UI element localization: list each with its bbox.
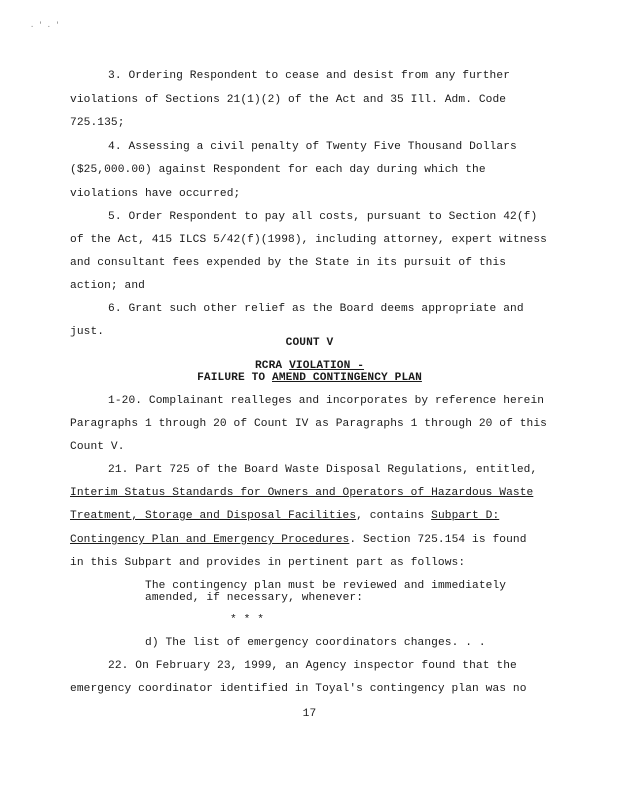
- quote-line-2: amended, if necessary, whenever:: [145, 592, 364, 604]
- subpart-d-title: Subpart D:: [431, 510, 500, 522]
- para-1-20-line-1: 1-20. Complainant realleges and incorporates by reference herein: [108, 395, 545, 407]
- para-1-20-line-3: Count V.: [70, 441, 125, 453]
- subheading-failure: FAILURE TO: [197, 372, 273, 384]
- para-4-line-2: ($25,000.00) against Respondent for each day during which the: [70, 164, 486, 176]
- subheading-prefix: RCRA: [254, 360, 290, 372]
- contains-text: , contains: [356, 510, 432, 522]
- corner-mark: . ' . ': [30, 22, 60, 30]
- para-4-line-1: 4. Assessing a civil penalty of Twenty Five Thousand Dollars: [108, 141, 517, 153]
- para-3-line-2: violations of Sections 21(1)(2) of the Act and 35 Ill. Adm. Code: [70, 94, 507, 106]
- para-22-line-2: emergency coordinator identified in Toyal's contingency plan was no: [70, 683, 527, 695]
- para-3-line-3: 725.135;: [70, 117, 125, 129]
- para-21-line-3: [70, 510, 499, 522]
- para-21-line-4: [70, 534, 527, 546]
- subheading-amend: AMEND CONTINGENCY PLAN: [272, 372, 422, 384]
- quote-item-d: d) The list of emergency coordinators changes. . .: [145, 637, 486, 649]
- para-21-line-2: Interim Status Standards for Owners and Operators of Hazardous Waste: [70, 487, 534, 499]
- para-3-line-1: 3. Ordering Respondent to cease and desist from any further: [108, 70, 511, 82]
- para-4-line-3: violations have occurred;: [70, 188, 241, 200]
- count-heading: COUNT V: [285, 337, 334, 349]
- regulation-title-part: Treatment, Storage and Disposal Facilities: [70, 510, 357, 522]
- quote-ellipsis-stars: * * *: [230, 614, 265, 626]
- section-subheading-line-1: [0, 360, 619, 372]
- para-5-line-2: of the Act, 415 ILCS 5/42(f)(1998), including attorney, expert witness: [70, 234, 547, 246]
- para-22-line-1: 22. On February 23, 1999, an Agency inspector found that the: [108, 660, 517, 672]
- section-subheading-line-2: [0, 372, 619, 384]
- para-5-line-3: and consultant fees expended by the State in its pursuit of this: [70, 257, 507, 269]
- section-reference: . Section 725.154 is found: [349, 534, 527, 546]
- contingency-plan-title: Contingency Plan and Emergency Procedures: [70, 534, 350, 546]
- subheading-violation: VIOLATION -: [289, 360, 365, 372]
- para-21-line-5: in this Subpart and provides in pertinent part as follows:: [70, 557, 466, 569]
- para-5-line-4: action; and: [70, 280, 145, 292]
- para-6-line-1: 6. Grant such other relief as the Board deems appropriate and: [108, 303, 524, 315]
- para-5-line-1: 5. Order Respondent to pay all costs, pursuant to Section 42(f): [108, 211, 538, 223]
- page-number: 17: [302, 708, 317, 720]
- para-21-line-1: 21. Part 725 of the Board Waste Disposal Regulations, entitled,: [108, 464, 538, 476]
- para-6-line-2: just.: [70, 326, 105, 338]
- para-1-20-line-2: Paragraphs 1 through 20 of Count IV as Paragraphs 1 through 20 of this: [70, 418, 547, 430]
- quote-line-1: The contingency plan must be reviewed and immediately: [145, 580, 507, 592]
